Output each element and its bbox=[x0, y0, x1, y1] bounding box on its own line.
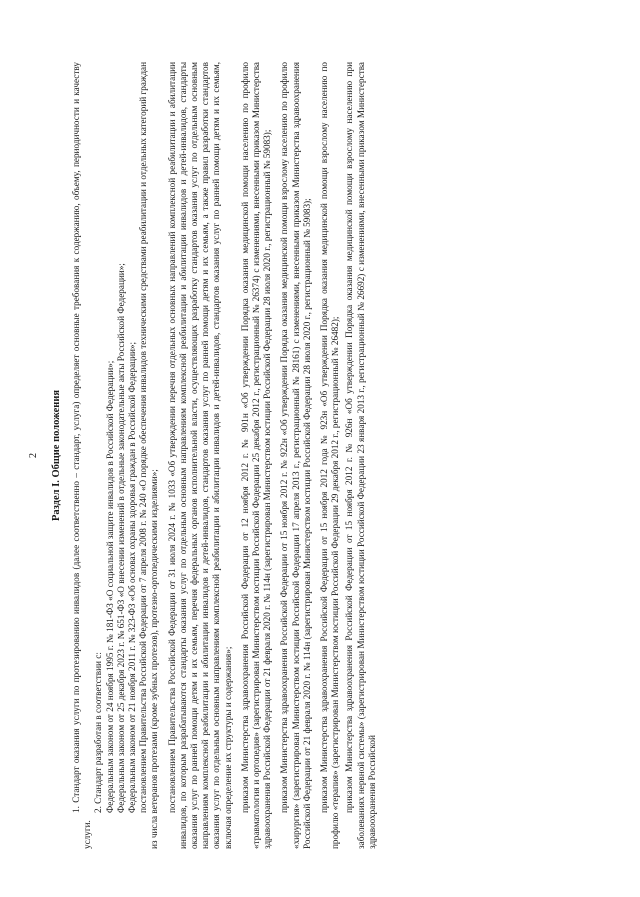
section-title: Раздел I. Общие положения bbox=[51, 389, 62, 522]
paragraph-law-323: Федеральным законом от 21 ноября 2011 г. № 323-ФЗ «Об основах охраны здоровья граждан в Российской Федерации»; bbox=[127, 341, 138, 813]
paragraph-order-901n: приказом Министерства здравоохранения Российской Федерации от 12 ноября 2012 г. № 901н «Об утверждении Порядка оказания медицинской помощи населению по профилю «травматология и ортопедия» (зарегистрирован Министерством юстиции Российской Федерации 25 декабря 2012 г., регистрационный № 26374) с изменениями, внесенными приказом Министерства здравоохранения Российской Федерации от 21 февраля 2020 г. № 114н (зарегистрирован Министерством юстиции Российской Федерации 28 июля 2020 г., регистрационный № 59083); bbox=[239, 62, 273, 849]
paragraph-law-181: Федеральным законом от 24 ноября 1995 г. № 181-ФЗ «О социальной защите инвалидов в Российской Федерации»; bbox=[104, 360, 115, 813]
paragraph-purpose: 1. Стандарт оказания услуги по протезированию инвалидов (далее соответственно – стандарт, услуга) определяет основные требования к содержанию, объему, периодичности и качеству услуги. bbox=[71, 62, 93, 849]
paragraph-law-651: Федеральным законом от 25 декабря 2023 г. № 651-ФЗ «О внесении изменений в отдельные законодательные акты Российской Федерации»; bbox=[115, 263, 126, 813]
page-number: 2 bbox=[28, 453, 39, 458]
document-body bbox=[71, 62, 378, 849]
paragraph-decree-1033: постановлением Правительства Российской Федерации от 31 июля 2024 г. № 1033 «Об утверждении перечня отдельных основных направлений комплексной реабилитации и абилитации инвалидов, по которым разрабатываются стандарты оказания услуг по отдельным основным направлениям комплексной реабилитации и абилитации инвалидов и детей-инвалидов, стандарты оказания услуг по ранней помощи детям и их семьям, перечня федеральных органов исполнительной власти, осуществляющих разработку стандартов оказания услуг по отдельным основным направлениям комплексной реабилитации и абилитации инвалидов и детей-инвалидов, стандартов оказания услуг по ранней помощи детям и их семьям, а также правил разработки стандартов оказания услуг по отдельным основным направлениям комплексной реабилитации и абилитации инвалидов и детей-инвалидов, стандартов оказания услуг по ранней помощи детям и их семьям, включая определение их структуры и содержания»; bbox=[166, 62, 233, 849]
paragraph-order-922n: приказом Министерства здравоохранения Российской Федерации от 15 ноября 2012 г. № 922н «Об утверждении Порядка оказания медицинской помощи взрослому населению по профилю «хирургия» (зарегистрирован Министерством юстиции Российской Федерации 17 апреля 2013 г., регистрационный № 28161) с изменениями, внесенными приказом Министерства здравоохранения Российской Федерации от 21 февраля 2020 г. № 114н (зарегистрирован Министерством юстиции Российской Федерации 28 июля 2020 г., регистрационный № 59083); bbox=[279, 62, 312, 849]
paragraph-basis-intro: 2. Стандарт разработан в соответствии с: bbox=[93, 652, 104, 813]
paragraph-order-923n: приказом Министерства здравоохранения Российской Федерации от 15 ноября 2012 года № 923н «Об утверждении Порядка оказания медицинской помощи взрослому населению по профилю «терапия» (зарегистрирован Министерством юстиции Российской Федерации 29 декабря 2012 г., регистрационный № 26482); bbox=[319, 62, 341, 849]
paragraph-order-926n: приказом Министерства здравоохранения Российской Федерации от 15 ноября 2012 г. № 926н «Об утверждении Порядка оказания медицинской помощи взрослому населению при заболеваниях нервной системы» (зарегистрирован Министерством юстиции Российской Федерации 23 января 2013 г., регистрационный № 26692) с изменениями, внесенными приказом Министерства здравоохранения Российской bbox=[344, 62, 377, 849]
paragraph-decree-240: постановлением Правительства Российской Федерации от 7 апреля 2008 г. № 240 «О порядке обеспечения инвалидов техническими средствами реабилитации и отдельных категорий граждан из числа ветеранов протезами (кроме зубных протезов), протезно-ортопедическими изделиями»; bbox=[138, 62, 160, 849]
